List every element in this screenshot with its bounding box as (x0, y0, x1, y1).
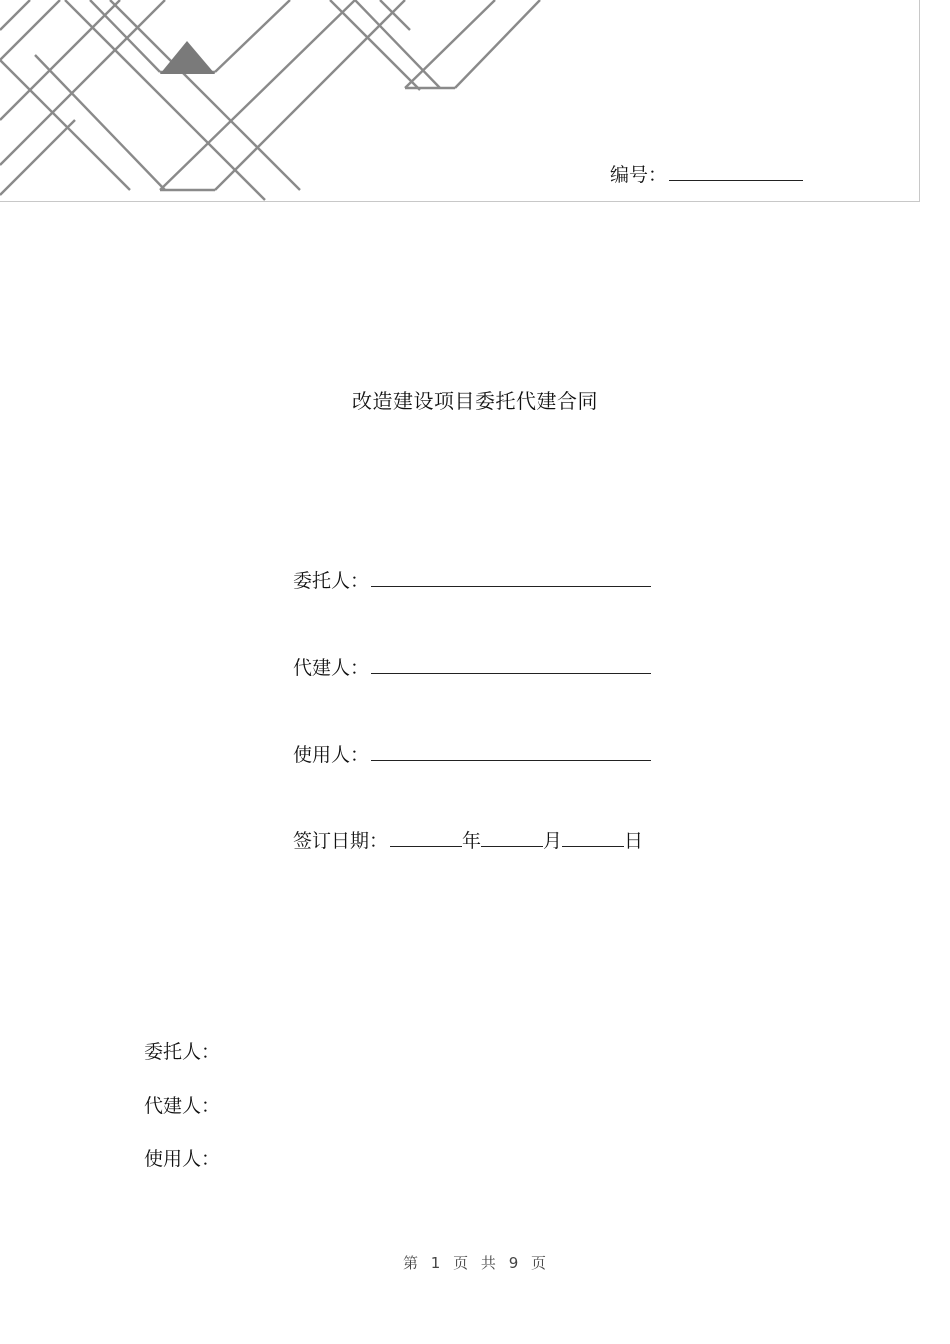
footer-total-pages: 9 (508, 1254, 520, 1272)
signature-client-label: 委托人： (144, 1041, 221, 1063)
serial-number-blank (669, 160, 803, 181)
month-unit: 月 (543, 830, 563, 852)
footer-prefix: 第 (402, 1254, 419, 1272)
signing-date-label: 签订日期： (293, 830, 389, 852)
party-line-agent (293, 653, 651, 680)
day-blank (562, 826, 624, 847)
document-title: 改造建设项目委托代建合同 (352, 389, 598, 413)
party-label-client: 委托人： (293, 570, 370, 592)
header-decoration-band (0, 0, 920, 202)
year-blank (390, 826, 462, 847)
party-line-user (293, 740, 651, 767)
footer-page-word: 页 (453, 1254, 470, 1272)
party-label-agent: 代建人： (293, 657, 370, 679)
month-blank (481, 826, 543, 847)
signing-date-line (293, 826, 643, 853)
signature-user-label: 使用人： (144, 1148, 221, 1170)
year-unit: 年 (462, 830, 482, 852)
footer-suffix: 页 (531, 1254, 548, 1272)
page-footer (0, 1252, 950, 1273)
party-blank-user (371, 740, 651, 761)
party-line-client (293, 566, 651, 593)
party-blank-agent (371, 653, 651, 674)
serial-number-label: 编号： (610, 164, 668, 186)
serial-number-field (610, 160, 803, 187)
day-unit: 日 (624, 830, 644, 852)
footer-current-page: 1 (430, 1254, 442, 1272)
signature-agent-label: 代建人： (144, 1095, 221, 1117)
footer-total-word: 共 (480, 1254, 497, 1272)
party-label-user: 使用人： (293, 744, 370, 766)
party-blank-client (371, 566, 651, 587)
